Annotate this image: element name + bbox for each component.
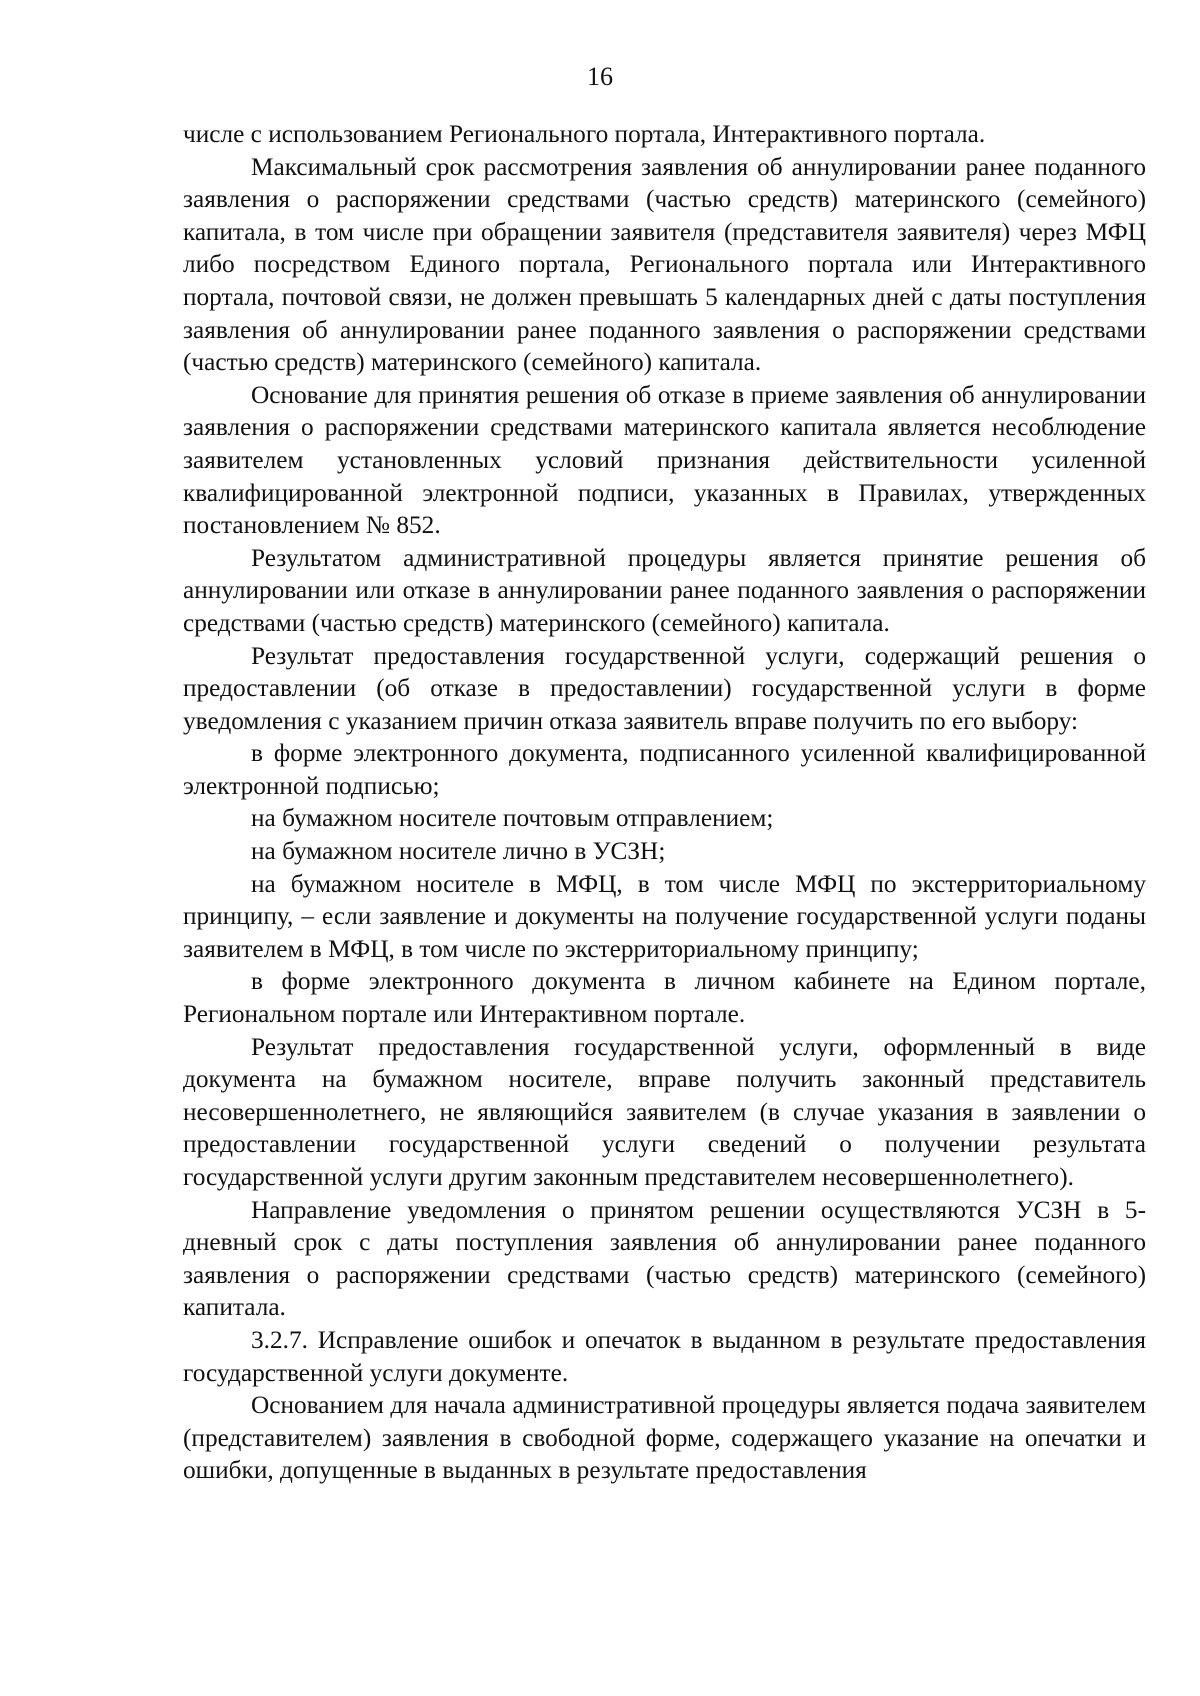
paragraph-procedure-result: Результатом административной процедуры является принятие решения об аннулировании или отказе в аннулировании ранее поданного заявления о распоряжении средствами (частью средств) материнского (семейного) капитала. (183, 543, 1146, 637)
paragraph-service-result-options: Результат предоставления государственной услуги, содержащий решения о предоставлении (об отказе в предоставлении) государственной услуги в форме уведомления с указанием причин отказа заявитель вправе получить по его выбору: (183, 641, 1146, 735)
page-number: 16 (587, 62, 613, 91)
paragraph-continuation: числе с использованием Регионального портала, Интерактивного портала. (183, 120, 986, 148)
list-item-paper-by-mail: на бумажном носителе почтовым отправлением; (251, 804, 774, 833)
list-item-electronic-document: в форме электронного документа, подписанного усиленной квалифицированной электронной подписью; (183, 739, 1146, 800)
paragraph-max-review-period: Максимальный срок рассмотрения заявления об аннулировании ранее поданного заявления о распоряжении средствами (частью средств) материнского (семейного) капитала, в том числе при обращении заявителя (представителя заявителя) через МФЦ либо посредством Единого портала, Регионального портала или Интерактивного портала, почтовой связи, не должен превышать 5 календарных дней с даты поступления заявления об аннулировании ранее поданного заявления о распоряжении средствами (частью средств) материнского (семейного) капитала. (183, 152, 1146, 377)
paragraph-refusal-grounds: Основание для принятия решения об отказе в приеме заявления об аннулировании заявления о распоряжении средствами материнского капитала является несоблюдение заявителем установленных условий признания действительности усиленной квалифицированной электронной подписи, указанных в Правилах, утвержденных постановлением № 852. (183, 380, 1146, 540)
paragraph-legal-representative: Результат предоставления государственной услуги, оформленный в виде документа на бумажном носителе, вправе получить законный представитель несовершеннолетнего, не являющийся заявителем (в случае указания в заявлении о предоставлении государственной услуги сведений о получении результата государственной услуги другим законным представителем несовершеннолетнего). (183, 1032, 1146, 1191)
list-item-personal-account: в форме электронного документа в личном кабинете на Едином портале, Региональном портале или Интерактивном портале. (183, 967, 1146, 1029)
list-item-paper-at-mfc: на бумажном носителе в МФЦ, в том числе МФЦ по экстерриториальному принципу, – если заявление и документы на получение государственной услуги поданы заявителем в МФЦ, в том числе по экстерриториальному принципу; (183, 869, 1146, 963)
paragraph-notification-delivery: Направление уведомления о принятом решении осуществляются УСЗН в 5-дневный срок с даты поступления заявления об аннулировании ранее поданного заявления о распоряжении средствами (частью средств) материнского (семейного) капитала. (183, 1195, 1146, 1322)
paragraph-correction-grounds: Основанием для начала административной процедуры является подача заявителем (представителем) заявления в свободной форме, содержащего указание на опечатки и ошибки, допущенные в выданных в результате предоставления (183, 1391, 1146, 1485)
section-heading-3-2-7: 3.2.7. Исправление ошибок и опечаток в выданном в результате предоставления государственной услуги документе. (183, 1325, 1146, 1387)
document-body (183, 118, 1146, 1487)
list-item-paper-in-person: на бумажном носителе лично в УСЗН; (251, 837, 666, 866)
